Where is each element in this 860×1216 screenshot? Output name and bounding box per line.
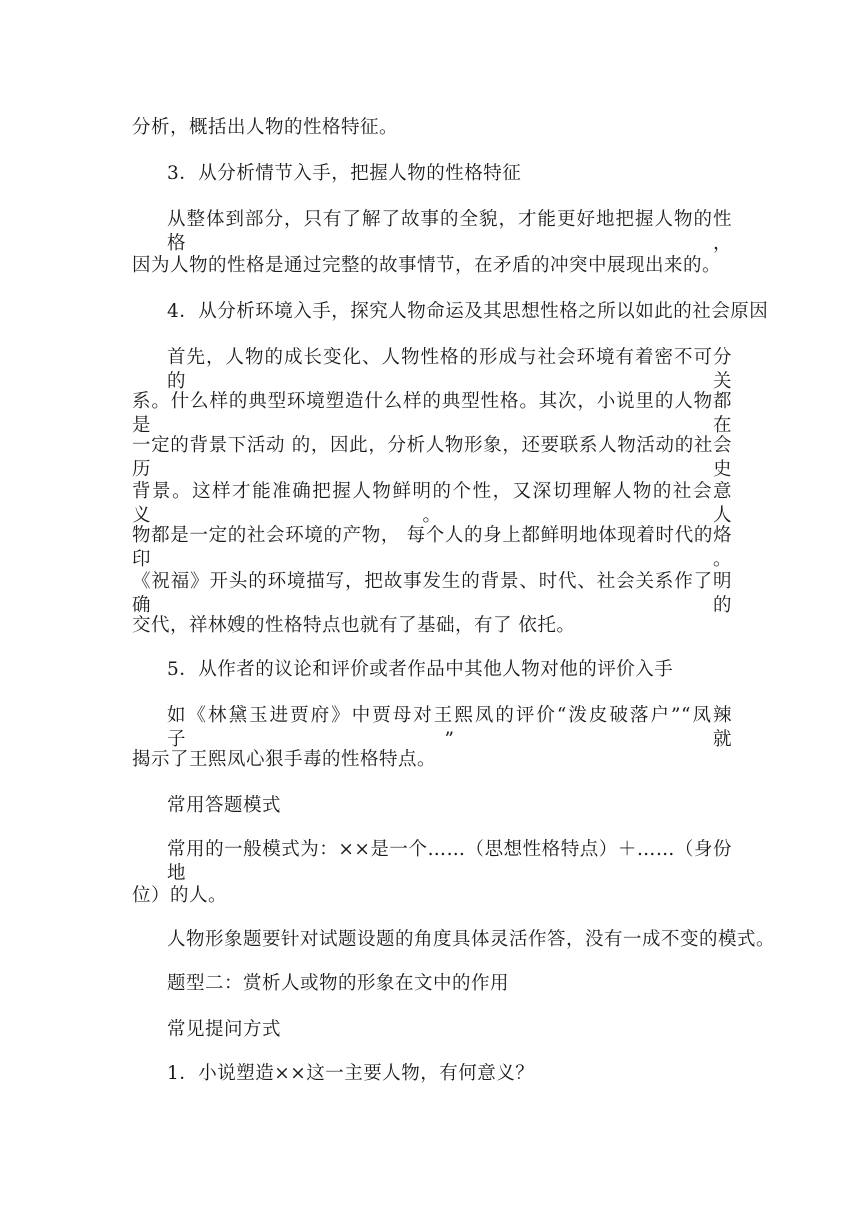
section-heading-3: 3．从分析情节入手，把握人物的性格特征 [167, 163, 522, 184]
paragraph-line: 物都是一定的社会环境的产物， 每个人的身上都鲜明地体现着时代的烙印。 [132, 525, 732, 570]
paragraph-line: 一定的背景下活动 的，因此，分析人物形象，还要联系人物活动的社会历史 [132, 435, 732, 480]
question-type-heading: 题型二：赏析人或物的形象在文中的作用 [167, 973, 510, 994]
paragraph-line: 系。什么样的典型环境塑造什么样的典型性格。其次，小说里的人物都是在 [132, 391, 732, 436]
paragraph-line: 《祝福》开头的环境描写，把故事发生的背景、时代、社会关系作了明确的 [132, 571, 732, 616]
section-heading-4: 4．从分析环境入手，探究人物命运及其思想性格之所以如此的社会原因 [167, 301, 769, 322]
paragraph-line: 分析，概括出人物的性格特征。 [132, 117, 399, 138]
paragraph-line: 背景。这样才能准确把握人物鲜明的个性，又深切理解人物的社会意义。人 [132, 481, 732, 526]
paragraph-line: 首先，人物的成长变化、人物性格的形成与社会环境有着密不可分的关 [167, 347, 732, 392]
paragraph-line: 人物形象题要针对试题设题的角度具体灵活作答，没有一成不变的模式。 [167, 929, 776, 950]
subheading: 常见提问方式 [167, 1019, 282, 1040]
paragraph-line: 如《林黛玉进贾府》中贾母对王熙凤的评价“泼皮破落户”“凤辣子”就 [167, 705, 732, 750]
paragraph-line: 从整体到部分，只有了解了故事的全貌，才能更好地把握人物的性格， [167, 209, 732, 254]
subheading: 常用答题模式 [167, 795, 282, 816]
list-item: 1．小说塑造××这一主要人物，有何意义？ [167, 1063, 535, 1084]
section-heading-5: 5．从作者的议论和评价或者作品中其他人物对他的评价入手 [167, 659, 674, 680]
paragraph-line: 位）的人。 [132, 885, 228, 906]
paragraph-line: 因为人物的性格是通过完整的故事情节，在矛盾的冲突中展现出来的。 [132, 255, 722, 276]
paragraph-line: 交代，祥林嫂的性格特点也就有了基础，有了 依托。 [132, 615, 576, 636]
paragraph-line: 常用的一般模式为：××是一个……（思想性格特点）＋……（身份地 [167, 839, 732, 884]
paragraph-line: 揭示了王熙凤心狠手毒的性格特点。 [132, 749, 437, 770]
